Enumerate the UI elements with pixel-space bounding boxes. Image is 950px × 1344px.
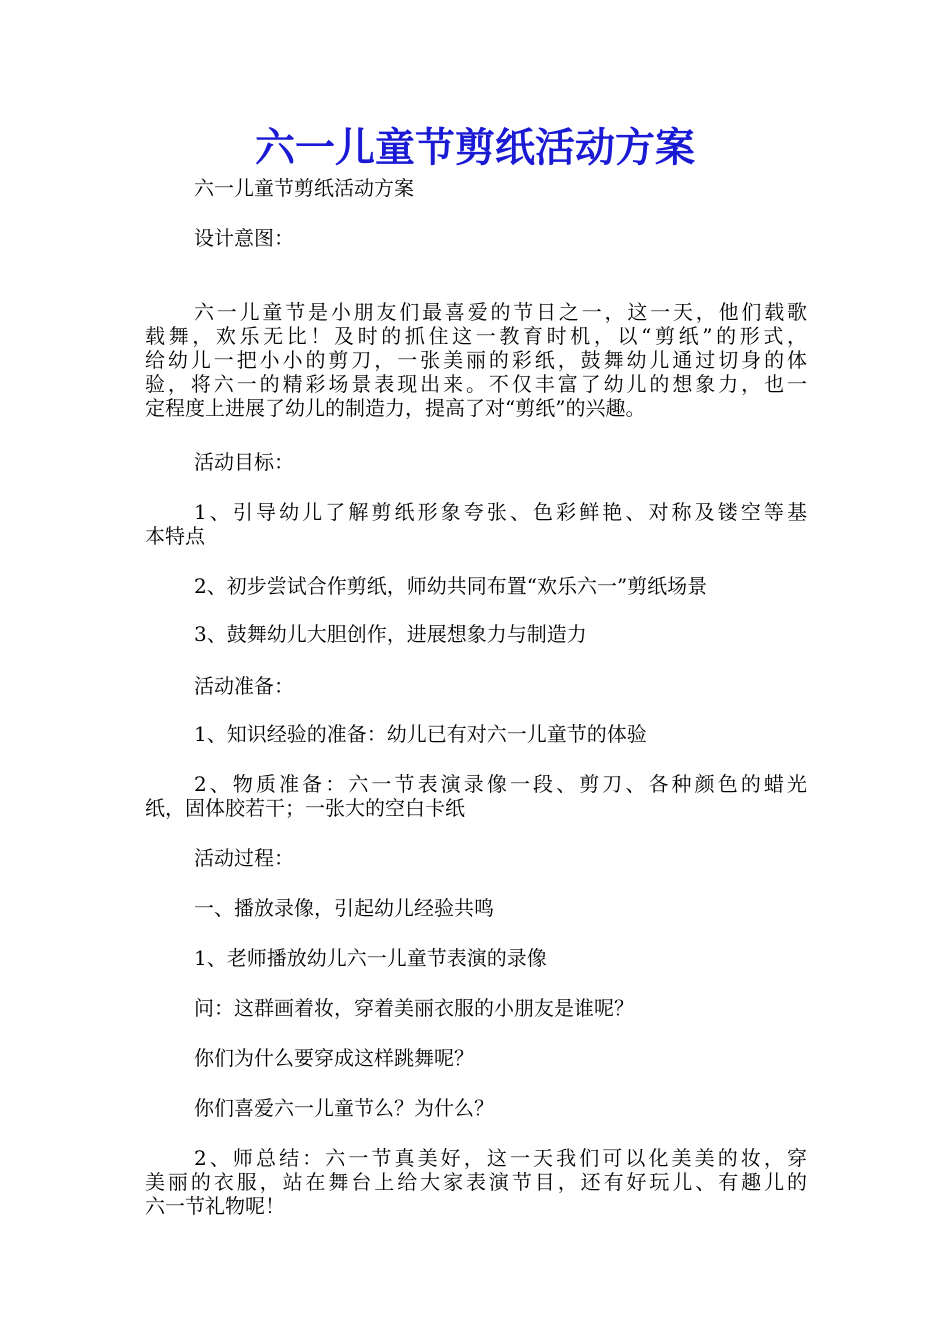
prep-heading: 活动准备： <box>194 674 294 698</box>
prep-1: 1、知识经验的准备：幼儿已有对六一儿童节的体验 <box>194 722 647 746</box>
summary-line: 六一节礼物呢！ <box>145 1194 285 1218</box>
question-2: 你们为什么要穿成这样跳舞呢？ <box>194 1046 474 1070</box>
design-heading: 设计意图： <box>194 226 294 250</box>
step-1-1: 1、老师播放幼儿六一儿童节表演的录像 <box>194 946 547 970</box>
design-para-line: 验，将六一的精彩场景表现出来。不仅丰富了幼儿的想象力，也一 <box>145 372 807 396</box>
goal-3: 3、鼓舞幼儿大胆创作，进展想象力与制造力 <box>194 622 587 646</box>
design-para-line: 给幼儿一把小小的剪刀，一张美丽的彩纸，鼓舞幼儿通过切身的体 <box>145 348 807 372</box>
goals-heading: 活动目标： <box>194 450 294 474</box>
step-1: 一、播放录像，引起幼儿经验共鸣 <box>194 896 494 920</box>
goal-2: 2、初步尝试合作剪纸，师幼共同布置“欢乐六一”剪纸场景 <box>194 574 708 598</box>
summary-line: 2、师总结：六一节真美好，这一天我们可以化美美的妆，穿 <box>194 1146 807 1170</box>
subtitle: 六一儿童节剪纸活动方案 <box>194 176 414 200</box>
question-3: 你们喜爱六一儿童节么？为什么？ <box>194 1096 494 1120</box>
prep-2-line: 纸，固体胶若干；一张大的空白卡纸 <box>145 796 465 820</box>
design-para-line: 定程度上进展了幼儿的制造力，提高了对“剪纸”的兴趣。 <box>145 396 646 420</box>
document-title: 六一儿童节剪纸活动方案 <box>255 124 695 171</box>
goal-1-line: 1、引导幼儿了解剪纸形象夸张、色彩鲜艳、对称及镂空等基 <box>194 500 807 524</box>
prep-2-line: 2、物质准备：六一节表演录像一段、剪刀、各种颜色的蜡光 <box>194 772 807 796</box>
question-1: 问：这群画着妆，穿着美丽衣服的小朋友是谁呢？ <box>194 996 634 1020</box>
goal-1-line: 本特点 <box>145 524 205 548</box>
design-para-line: 六一儿童节是小朋友们最喜爱的节日之一，这一天，他们载歌 <box>194 300 807 324</box>
design-para-line: 载舞，欢乐无比！及时的抓住这一教育时机，以“剪纸”的形式， <box>145 324 807 348</box>
process-heading: 活动过程： <box>194 846 294 870</box>
summary-line: 美丽的衣服，站在舞台上给大家表演节目，还有好玩儿、有趣儿的 <box>145 1170 807 1194</box>
